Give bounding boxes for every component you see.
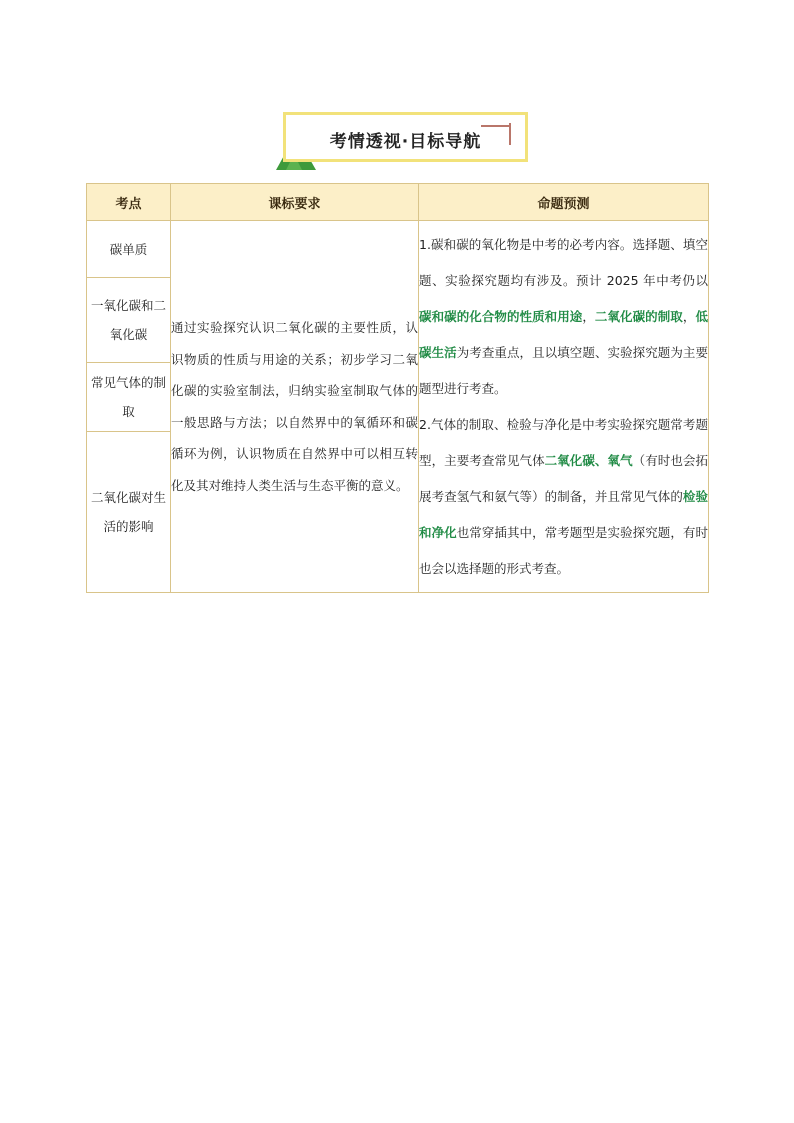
exam-point-cell: 二氧化碳对生活的影响: [87, 432, 171, 593]
prediction-highlight: 碳和碳的化合物的性质和用途: [419, 308, 583, 324]
prediction-text: 2.气体的制取、检验与净化是中考实验探究题常考题型，主要考查常见气体: [419, 416, 708, 468]
exam-point-cell: 碳单质: [87, 221, 171, 278]
exam-overview-table: [86, 183, 709, 593]
prediction-text: 1.碳和碳的氧化物是中考的必考内容。选择题、填空题、实验探究题均有涉及。预计 2025 年中考仍以: [419, 236, 708, 288]
prediction-paragraph-1: [419, 227, 708, 407]
prediction-text: （有时也会拓展考查氢气和氨气等）的制备，并且常见气体的: [419, 452, 708, 504]
header-exam-point: 考点: [87, 184, 171, 221]
prediction-text: 也常穿插其中，常考题型是实验探究题，有时也会以选择题的形式考查。: [419, 524, 708, 576]
table-header-row: [87, 184, 709, 221]
banner-frame: [283, 112, 528, 162]
exam-point-cell: 一氧化碳和二氧化碳: [87, 278, 171, 363]
prediction-text: ，: [582, 308, 595, 324]
section-banner: [276, 110, 538, 170]
banner-corner-line: [481, 125, 511, 127]
table-row: [87, 221, 709, 278]
prediction-highlight: 二氧化碳的制取: [594, 308, 683, 324]
prediction-text: 为考查重点，且以填空题、实验探究题为主要题型进行考查。: [419, 344, 708, 396]
header-curriculum-requirement: 课标要求: [171, 184, 419, 221]
prediction-paragraph-2: [419, 407, 708, 587]
requirement-cell: 通过实验探究认识二氧化碳的主要性质，认识物质的性质与用途的关系；初步学习二氧化碳的实验室制法，归纳实验室制取气体的一般思路与方法；以自然界中的氧循环和碳循环为例，认识物质在自然界中可以相互转化及其对维持人类生活与生态平衡的意义。: [171, 221, 419, 593]
banner-title: 考情透视·目标导航: [329, 132, 482, 152]
prediction-cell: [419, 221, 709, 593]
header-prediction: 命题预测: [419, 184, 709, 221]
prediction-highlight: 检验和净化: [419, 488, 708, 540]
prediction-text: ，: [682, 308, 696, 324]
exam-point-cell: 常见气体的制取: [87, 363, 171, 432]
prediction-highlight: 二氧化碳、氧气: [544, 452, 633, 468]
prediction-highlight: 低碳生活: [419, 308, 708, 360]
